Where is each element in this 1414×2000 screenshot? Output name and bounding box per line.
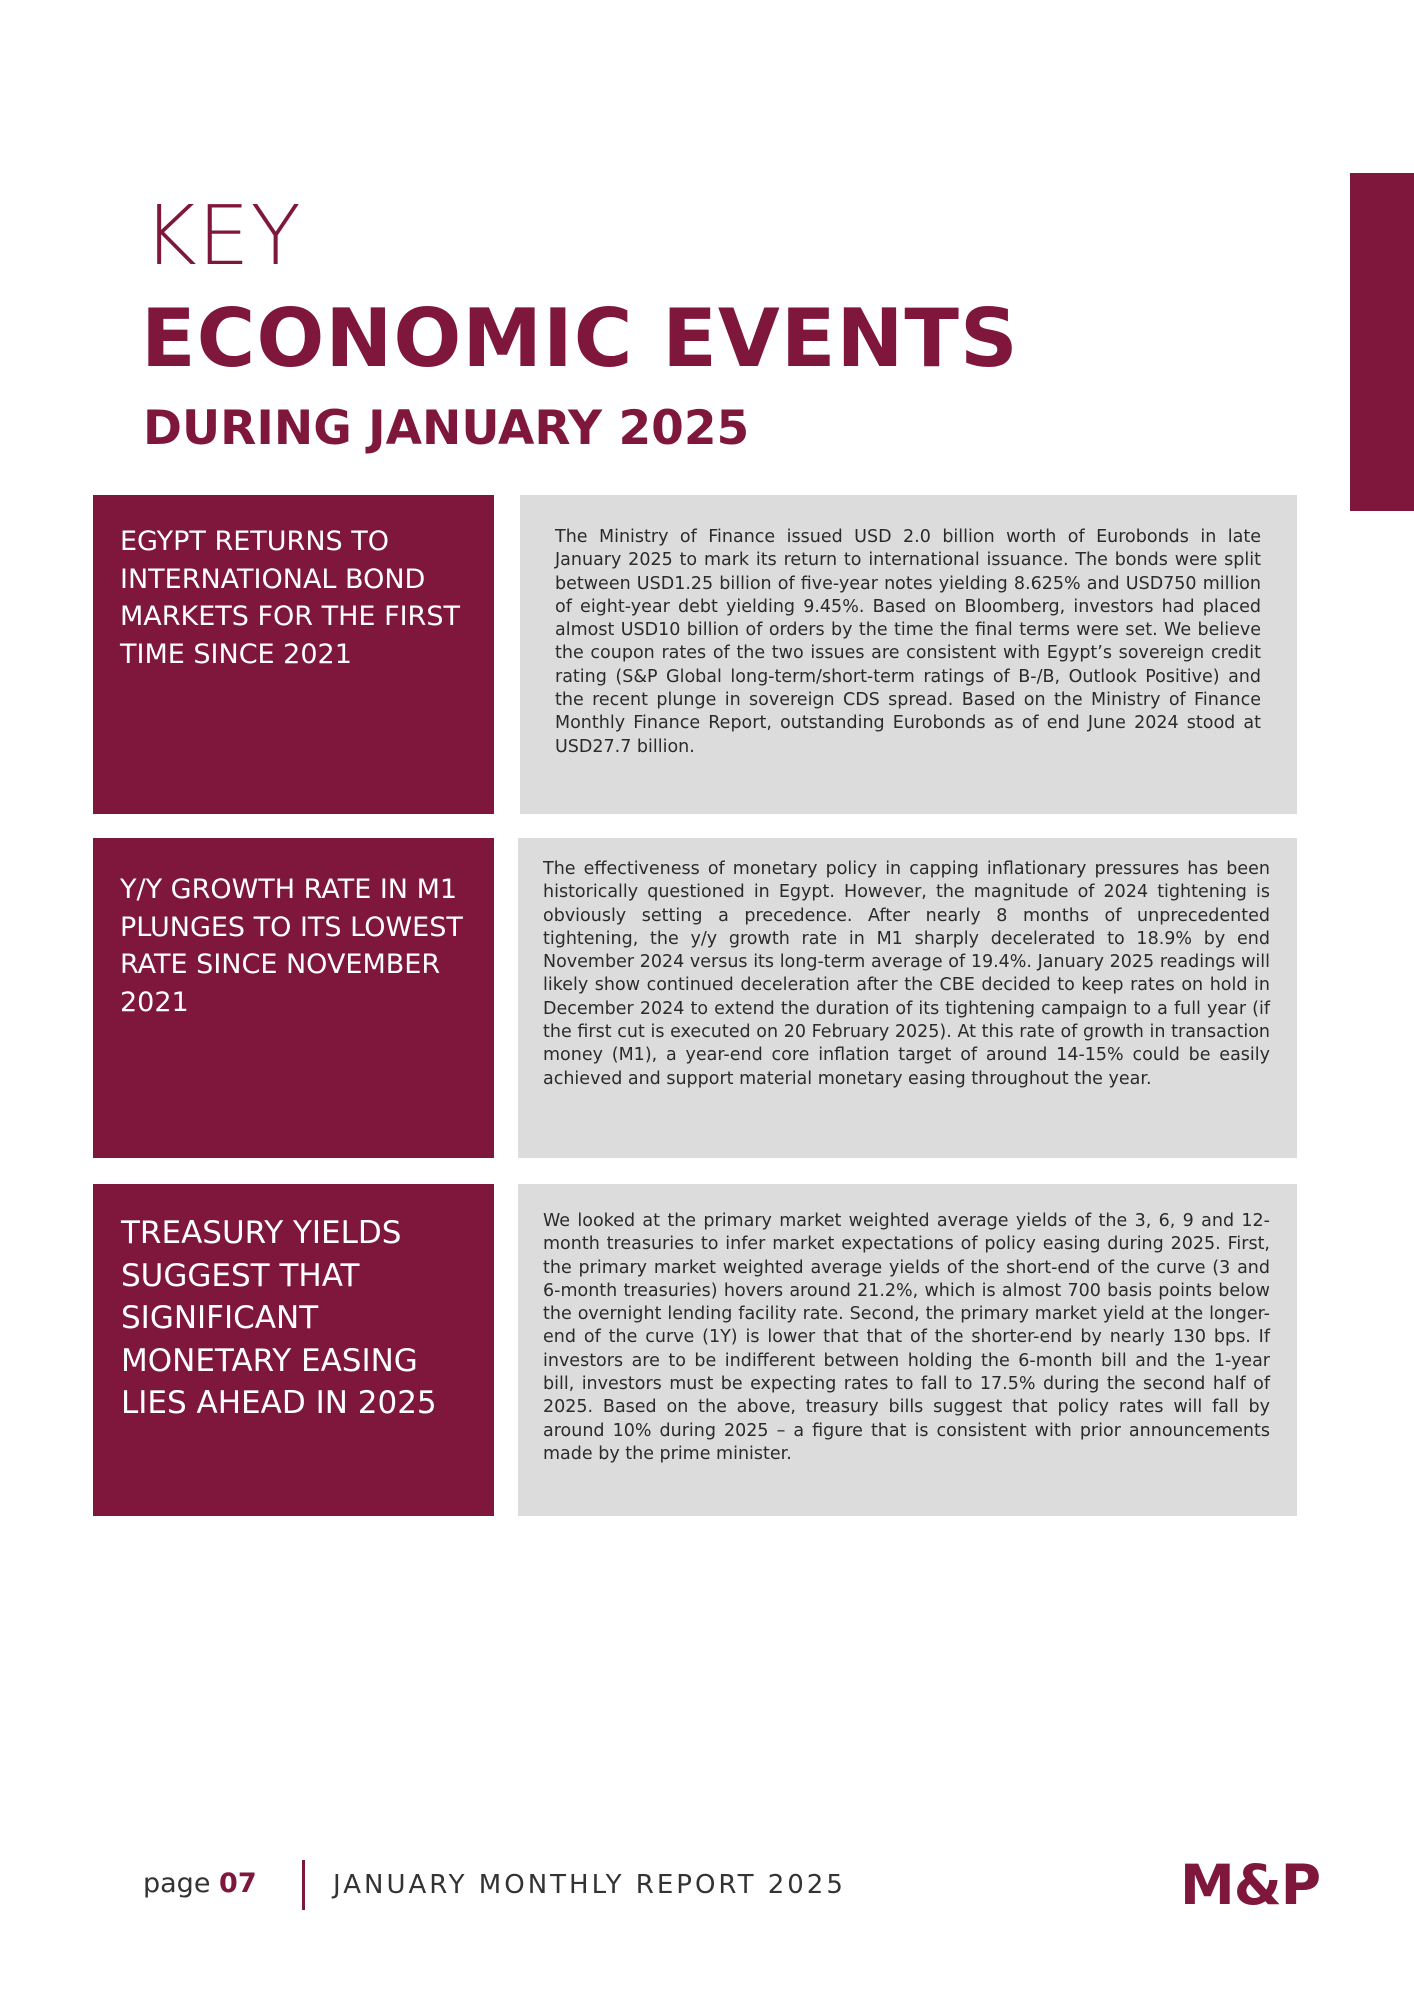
event-body-eurobonds: The Ministry of Finance issued USD 2.0 billion worth of Eurobonds in late January 2025 to mark its return to international issuance. The bonds were split between USD1.25 billion of five-year notes yielding 8.625% and USD750 million of eight-year debt yielding 9.45%. Based on Bloomberg, investors had placed almost USD10 billion of orders by the time the final terms were set. We believe the coupon rates of the two issues are consistent with Egypt’s sovereign credit rating (S&P Global long-term/short-term ratings of B-/B, Outlook Positive) and the recent plunge in sovereign CDS spread. Based on the Ministry of Finance Monthly Finance Report, outstanding Eurobonds as of end June 2024 stood at USD27.7 billion. xyxy=(520,495,1297,814)
event-heading-m1-growth: Y/Y GROWTH RATE IN M1 PLUNGES TO ITS LOWEST RATE SINCE NOVEMBER 2021 xyxy=(93,838,494,1158)
event-heading-eurobonds: EGYPT RETURNS TO INTERNATIONAL BOND MARKETS FOR THE FIRST TIME SINCE 2021 xyxy=(93,495,494,814)
company-logo: M&P xyxy=(1180,1853,1321,1917)
page-title: ECONOMIC EVENTS xyxy=(141,292,1019,385)
event-heading-treasury-yields: TREASURY YIELDS SUGGEST THAT SIGNIFICANT MONETARY EASING LIES AHEAD IN 2025 xyxy=(93,1184,494,1516)
page-number-label xyxy=(143,1868,257,1899)
page-number: 07 xyxy=(219,1868,257,1899)
page-prefix: page xyxy=(143,1868,220,1899)
side-accent-tab xyxy=(1350,173,1414,511)
event-body-treasury-yields: We looked at the primary market weighted average yields of the 3, 6, 9 and 12-month treasuries to infer market expectations of policy easing during 2025. First, the primary market weighted average yields of the short-end of the curve (3 and 6-month treasuries) hovers around 21.2%, which is almost 700 basis points below the overnight lending facility rate. Second, the primary market yield at the longer-end of the curve (1Y) is lower that that of the shorter-end by nearly 130 bps. If investors are to be indifferent between holding the 6-month bill and the 1-year bill, investors must be expecting rates to fall to 17.5% during the second half of 2025. Based on the above, treasury bills suggest that policy rates will fall by around 10% during 2025 – a figure that is consistent with prior announcements made by the prime minister. xyxy=(518,1184,1297,1516)
page-subtitle: DURING JANUARY 2025 xyxy=(143,401,750,456)
title-key: KEY xyxy=(143,189,302,284)
event-body-m1-growth: The effectiveness of monetary policy in capping inflationary pressures has been historically questioned in Egypt. However, the magnitude of 2024 tightening is obviously setting a precedence. After nearly 8 months of unprecedented tightening, the y/y growth rate in M1 sharply decelerated to 18.9% by end November 2024 versus its long-term average of 19.4%. January 2025 readings will likely show continued deceleration after the CBE decided to keep rates on hold in December 2024 to extend the duration of its tightening campaign to a full year (if the first cut is executed on 20 February 2025). At this rate of growth in transaction money (M1), a year-end core inflation target of around 14-15% could be easily achieved and support material monetary easing throughout the year. xyxy=(518,838,1297,1158)
report-title: JANUARY MONTHLY REPORT 2025 xyxy=(333,1870,846,1900)
footer-divider xyxy=(302,1860,305,1910)
